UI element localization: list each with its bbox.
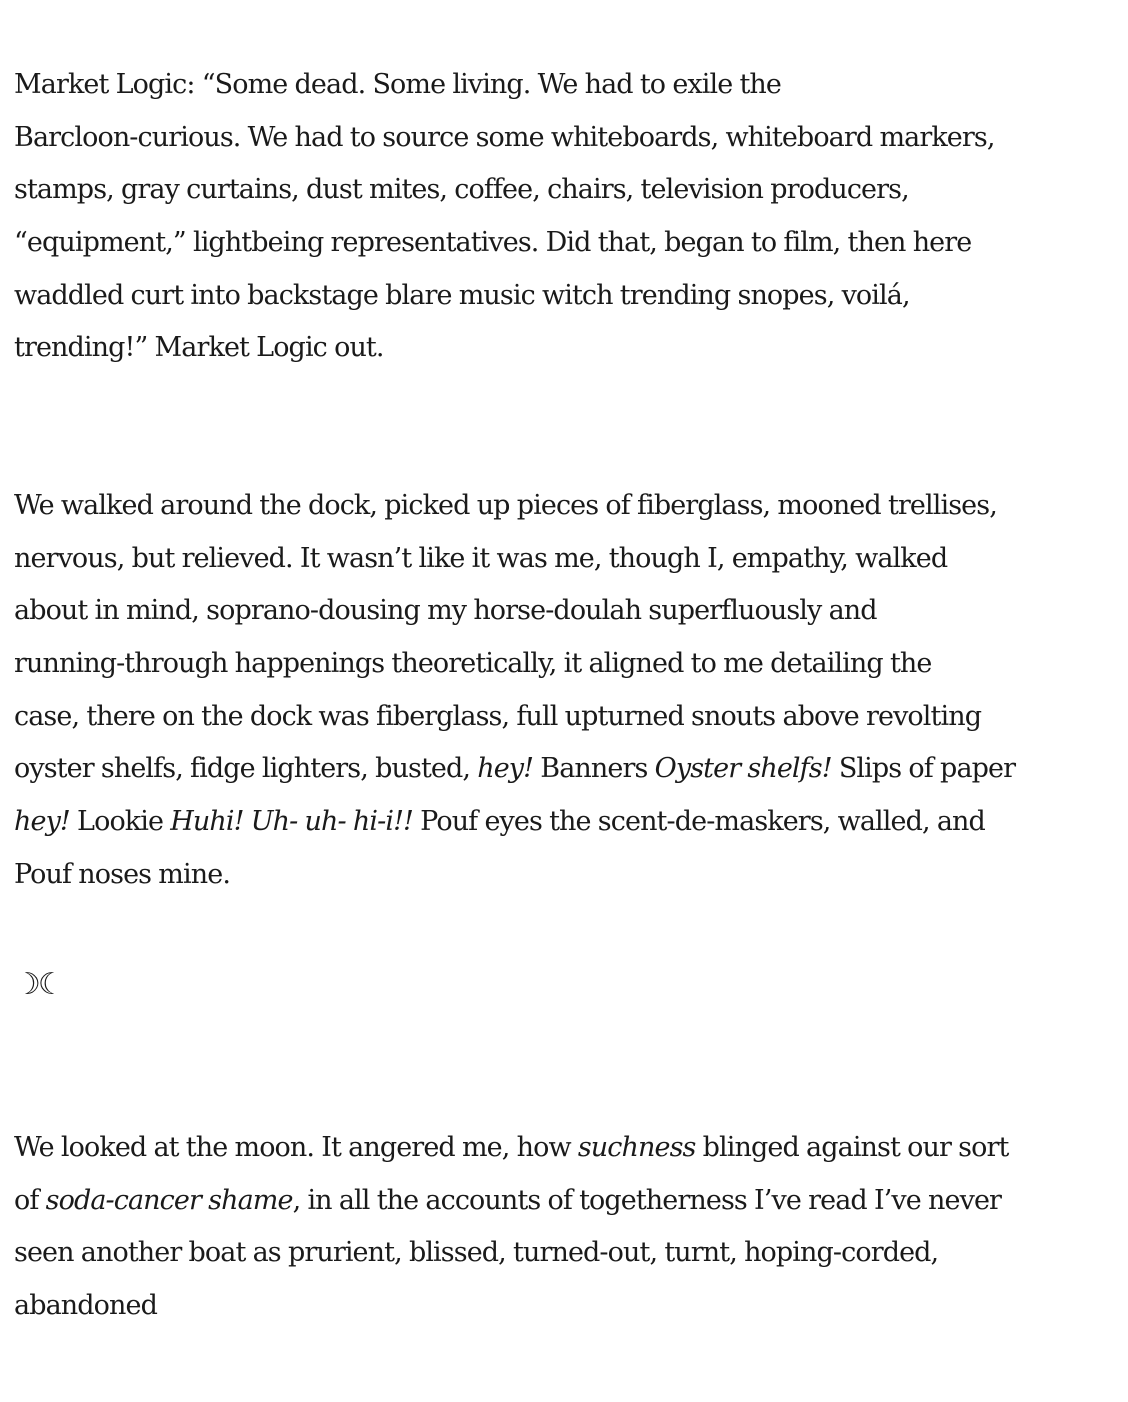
text-run: Lookie <box>69 806 171 838</box>
italic-text-run: hey! <box>14 806 70 838</box>
italic-text-run: Oyster shelfs! <box>654 753 832 785</box>
text-line: stamps, gray curtains, dust mites, coffee, chairs, television producers, <box>14 174 909 206</box>
italic-text-run: soda-cancer shame <box>45 1184 293 1216</box>
text-line: abandoned <box>14 1290 157 1322</box>
text-line: seen another boat as prurient, blissed, turned-out, turnt, hoping-corded, <box>14 1237 939 1269</box>
text-run: oyster shelfs, fidge lighters, busted, <box>14 753 478 785</box>
text-line: “equipment,” lightbeing representatives. Did that, began to film, then here <box>14 227 972 259</box>
text-line: running-through happenings theoretically, it aligned to me detailing the <box>14 648 932 680</box>
italic-text-run: Huhi! Uh- uh- hi-i!! <box>170 806 413 838</box>
text-run: Pouf eyes the scent-de-maskers, walled, and <box>412 806 985 838</box>
text-line: nervous, but relieved. It wasn’t like it was me, though I, empathy, walked <box>14 542 948 574</box>
text-line: Barcloon-curious. We had to source some whiteboards, whiteboard markers, <box>14 121 995 153</box>
text-line: case, there on the dock was fiberglass, full upturned snouts above revolting <box>14 700 982 732</box>
text-line: Market Logic: “Some dead. Some living. We had to exile the <box>14 69 781 100</box>
paragraph-dock <box>14 480 1120 902</box>
text-run: Slips of paper <box>831 753 1016 785</box>
paragraph-moon <box>14 1122 1120 1333</box>
text-run: Banners <box>533 753 655 785</box>
text-line <box>14 1122 1120 1175</box>
text-line: waddled curt into backstage blare music witch trending snopes, voilá, <box>14 279 910 311</box>
text-run: We looked at the moon. It angered me, how <box>14 1132 578 1163</box>
text-line <box>14 796 1120 849</box>
text-run: , in all the accounts of togetherness I’ve read I’ve never <box>292 1184 1002 1216</box>
text-line: about in mind, soprano-dousing my horse-doulah superfluously and <box>14 595 877 627</box>
italic-text-run: suchness <box>577 1132 696 1163</box>
text-line <box>14 743 1120 796</box>
text-line: Pouf noses mine. <box>14 858 230 890</box>
moon-phases-icon: ☽☾ <box>14 967 62 1002</box>
text-line: trending!” Market Logic out. <box>14 332 384 364</box>
text-run: of <box>14 1184 46 1216</box>
paragraph-market-logic <box>14 59 1120 375</box>
text-line: We walked around the dock, picked up pieces of fiberglass, mooned trellises, <box>14 490 997 521</box>
text-run: blinged against our sort <box>695 1132 1009 1163</box>
text-line <box>14 1175 1120 1228</box>
italic-text-run: hey! <box>477 753 534 785</box>
